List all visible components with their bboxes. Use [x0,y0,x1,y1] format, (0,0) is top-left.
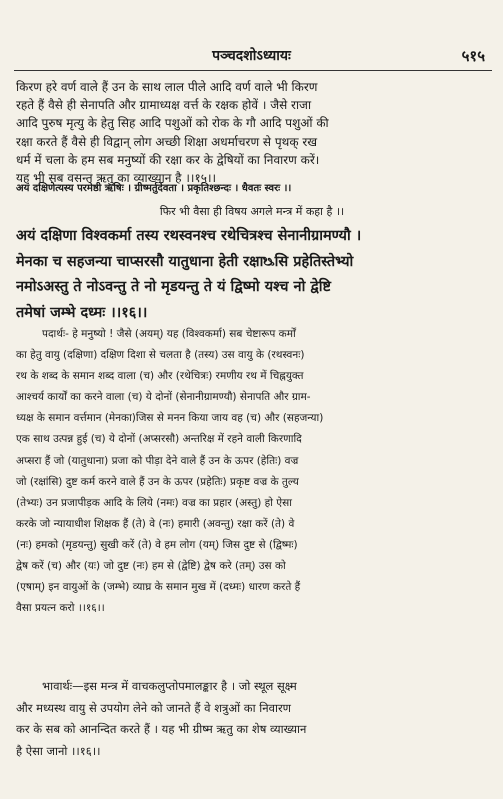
text-line: जो (रक्षांसि) दुष्ट कर्म करने वाले हैं उन के ऊपर (प्रहेतिः) प्रकृष्ट वज्र के तुल्य [16,475,299,488]
text-line: एक साथ उत्पन्न हुई (च) ये दोनों (अप्सरसौ) अन्तरिक्ष में रहने वाली किरणादि [16,433,302,446]
text-line: रहते हैं वैसे ही सेनापति और ग्रामाध्यक्ष वर्त्त के रक्षक होवें । जैसे राजा [16,98,312,113]
bhavartha-section [16,676,488,762]
text-line: द्वेष करें (च) और (यः) जो दुष्ट (नः) हम से (द्वेष्टि) द्वेष करे (तम्) उस को [16,560,286,573]
text-line: ध्यक्ष के समान वर्त्तमान (मेनका)जिस से मनन किया जाय वह (च) और (सहजन्या) [16,412,324,425]
text-line: आदि पुरुष मृत्यु के हेतु सिह आदि पशुओं को रोक के गौ आदि पशुओं की [16,116,329,131]
text-line: वैसा प्रयत्न करो ।।१६।। [16,602,105,615]
text-line: पदार्थः- हे मनुष्यो ! जैसे (अयम्) यह (विश्वकर्मा) सब चेष्टारूप कर्मों [42,328,296,340]
verse-line: अयं दक्षिणा विश्वकर्मा तस्य रथस्वनश्च रथेचित्रश्च सेनानीग्रामण्यौ । [16,228,362,244]
verse-line: नमोऽअस्तु ते नोऽवन्तु ते नो मृडयन्तु ते यं द्विष्मो यश्च नो द्वेष्टि [16,279,331,295]
intro-line: फिर भी वैसा ही विषय अगले मन्त्र में कहा है ।। [159,205,345,218]
padartha-section [16,324,488,619]
text-line: अप्सरा हैं जो (यातुधाना) प्रजा को पीड़ा देने वाले हैं उन के ऊपर (हेतिः) वज्र [16,454,299,467]
mantra-verse [16,224,488,326]
text-line: है ऐसा जानो ।।१६।। [16,743,101,758]
verse-line: तमेषां जम्भे दध्मः ।।१६।। [16,304,148,321]
text-line: (नः) हमको (मृडयन्तु) सुखी करें (ते) वे हम लोग (यम्) जिस दुष्ट से (द्विष्मः) [16,538,298,551]
text-line: यह भी सब वसन्त ऋतु का व्याख्यान है ।।१५।। [16,171,217,186]
mantra-intro [16,205,488,219]
page-header [0,46,503,68]
meta-line: अयं दक्षिणेत्यस्य परमेष्ठी ऋषिः । ग्रीष्मर्तुर्देवता । प्रकृतिश्छन्दः । धैवतः स्वरः ।। [16,183,292,194]
commentary-paragraph [16,78,488,187]
text-line: रक्षा करते हैं वैसे ही विद्वान् लोग अच्छी शिक्षा अधर्माचरण से पृथक् रख [16,134,318,149]
text-line: आश्चर्य कार्यों का करने वाला (च) ये दोनों (सेनानीग्रामण्यौ) सेनापति और ग्राम- [16,391,311,404]
text-line: और मध्यस्थ वायु से उपयोग लेने को जानते हैं वे शत्रुओं का निवारण [16,700,291,715]
verse-line: मेनका च सहजन्या चाप्सरसौ यातुधाना हेती रक्षाᳬसि प्रहेतिस्तेभ्यो [16,253,354,270]
text-line: का हेतु वायु (दक्षिणा) दक्षिण दिशा से चलता है (तस्य) उस वायु के (रथस्वनः) [16,349,305,362]
header-rule [14,70,492,71]
text-line: किरण हरे वर्ण वाले हैं उन के साथ लाल पीले आदि वर्ण वाले भी किरण [16,80,318,94]
text-line: कर के सब को आनन्दित करते हैं । यह भी ग्रीष्म ऋतु का शेष व्याख्यान [16,722,307,736]
chapter-title: पञ्चदशोऽध्यायः [212,48,291,64]
text-line: (एषाम्) इन वायुओं के (जम्भे) व्याघ्र के समान मुख में (दध्मः) धारण करते हैं [16,581,301,594]
page-number: ५१५ [461,47,485,65]
text-line: रथ के शब्द के समान शब्द वाला (च) और (रथेचित्रः) रमणीय रथ में चिह्नयुक्त [16,370,304,383]
mantra-metadata [16,182,488,196]
text-line: भावार्थः—इस मन्त्र में वाचकलुप्तोपमालङ्कार है । जो स्थूल सूक्ष्म [42,679,297,693]
text-line: करके जो न्यायाधीश शिक्षक हैं (ते) वे (नः) हमारी (अवन्तु) रक्षा करें (ते) वे [16,517,295,530]
text-line: धर्म में चला के हम सब मनुष्यों की रक्षा कर के द्वेषियों का निवारण करें। [16,152,320,167]
text-line: (तेभ्यः) उन प्रजापीड़क आदि के लिये (नमः) वज्र का प्रहार (अस्तु) हो ऐसा [16,496,292,509]
